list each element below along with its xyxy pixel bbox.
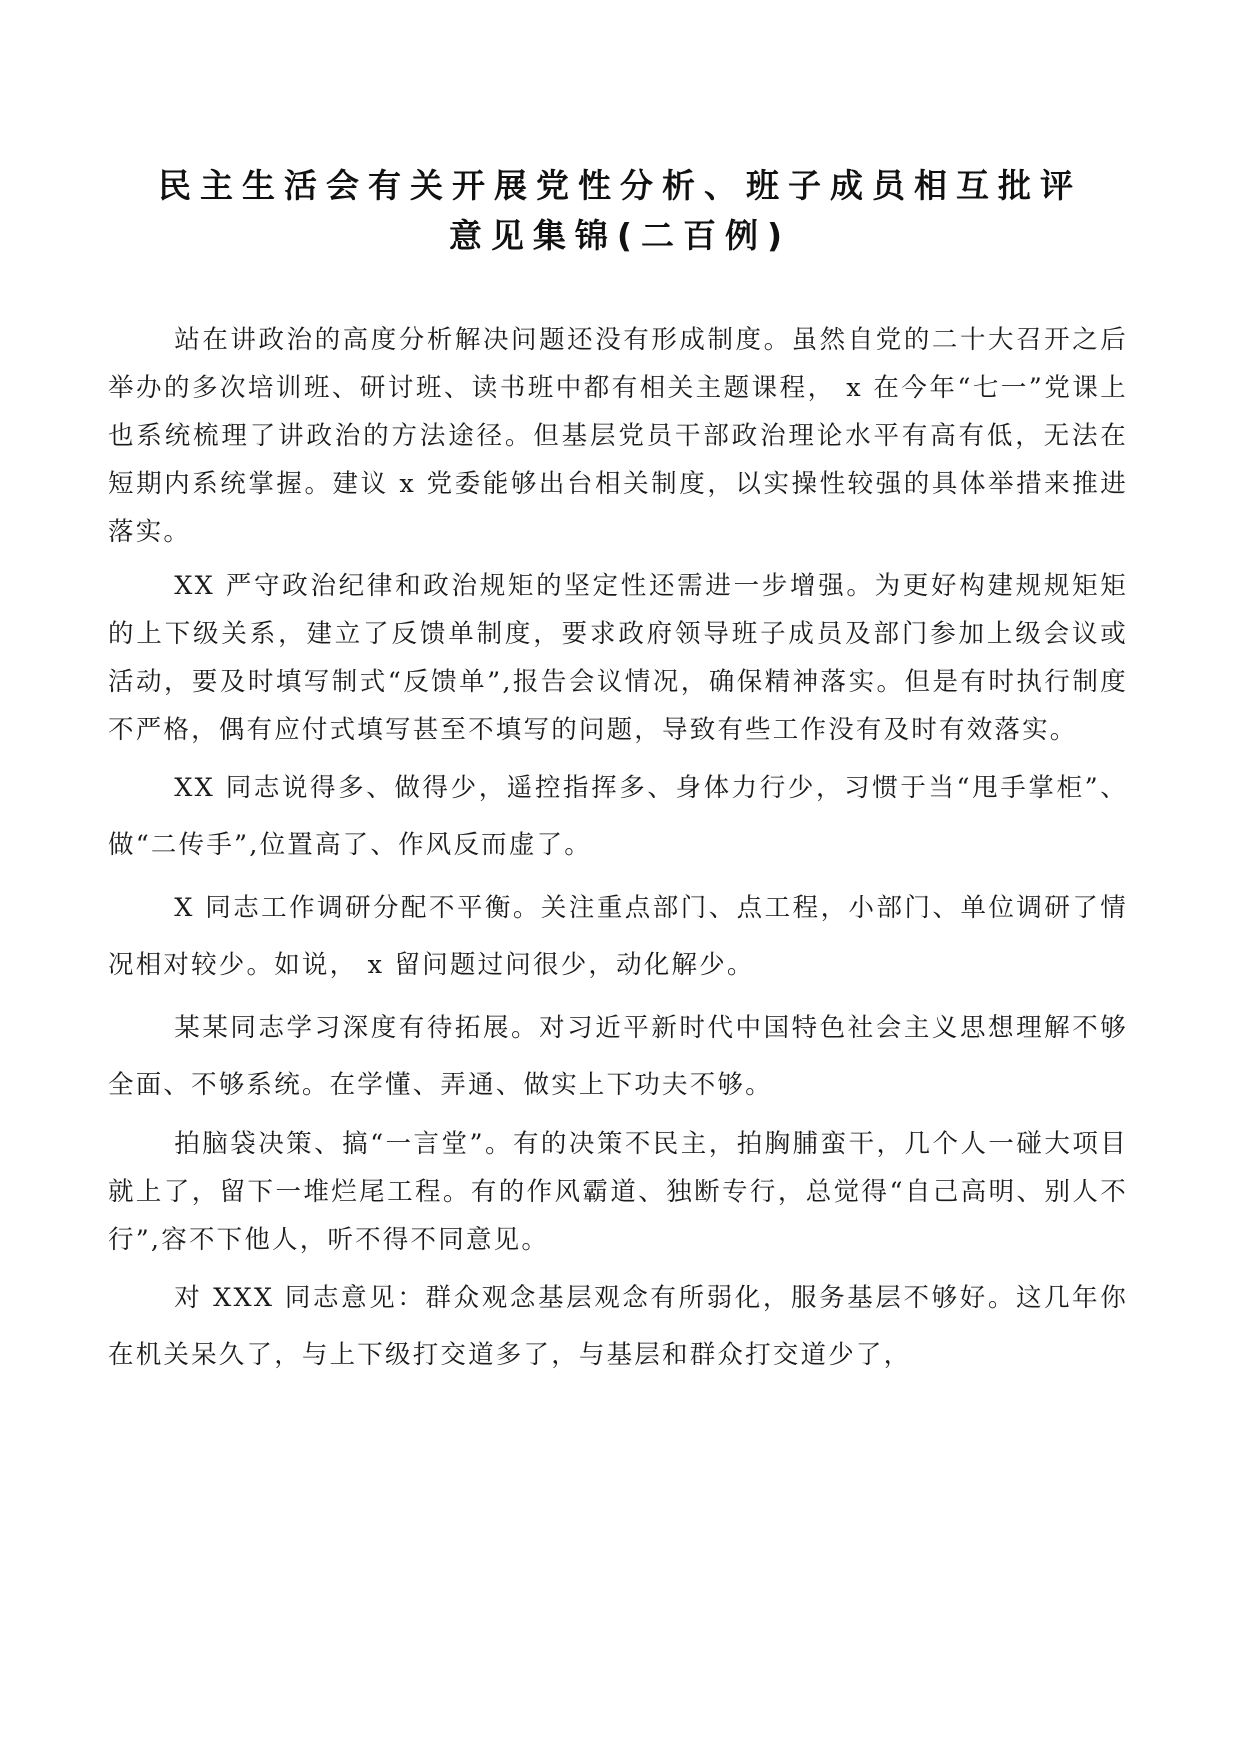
paragraph-6: 拍脑袋决策、搞“一言堂”。有的决策不民主，拍胸脯蛮干，几个人一碰大项目就上了，留下一堆烂尾工程。有的作风霸道、独断专行，总觉得“自己高明、别人不行”,容不下他人，听不得不同意见。 xyxy=(108,1129,1128,1255)
paragraph-3: XX 同志说得多、做得少，遥控指挥多、身体力行少，习惯于当“甩手掌柜”、做“二传手”,位置高了、作风反而虚了。 xyxy=(108,773,1128,860)
paragraph-1: 站在讲政治的高度分析解决问题还没有形成制度。虽然自党的二十大召开之后举办的多次培训班、研讨班、读书班中都有相关主题课程， x 在今年“七一”党课上也系统梳理了讲政治的方法途径。但基层党员干部政治理论水平有高有低，无法在短期内系统掌握。建议 x 党委能够出台相关制度，以实操性较强的具体举措来推进落实。 xyxy=(108,325,1128,547)
paragraph-2: XX 严守政治纪律和政治规矩的坚定性还需进一步增强。为更好构建规规矩矩的上下级关系，建立了反馈单制度，要求政府领导班子成员及部门参加上级会议或活动，要及时填写制式“反馈单”,报告会议情况，确保精神落实。但是有时执行制度不严格，偶有应付式填写甚至不填写的问题，导致有些工作没有及时有效落实。 xyxy=(108,571,1128,745)
paragraph-4: X 同志工作调研分配不平衡。关注重点部门、点工程，小部门、单位调研了情况相对较少。如说， x 留问题过问很少，动化解少。 xyxy=(108,893,1128,980)
document-body xyxy=(108,316,1128,1390)
paragraph-7: 对 XXX 同志意见：群众观念基层观念有所弱化，服务基层不够好。这几年你在机关呆久了，与上下级打交道多了，与基层和群众打交道少了， xyxy=(108,1283,1128,1370)
document-title-line-2: 意见集锦(二百例) xyxy=(448,216,792,255)
document-title-line-1: 民主生活会有关开展党性分析、班子成员相互批评 xyxy=(158,166,1082,205)
paragraph-5: 某某同志学习深度有待拓展。对习近平新时代中国特色社会主义思想理解不够全面、不够系统。在学懂、弄通、做实上下功夫不够。 xyxy=(108,1013,1128,1100)
